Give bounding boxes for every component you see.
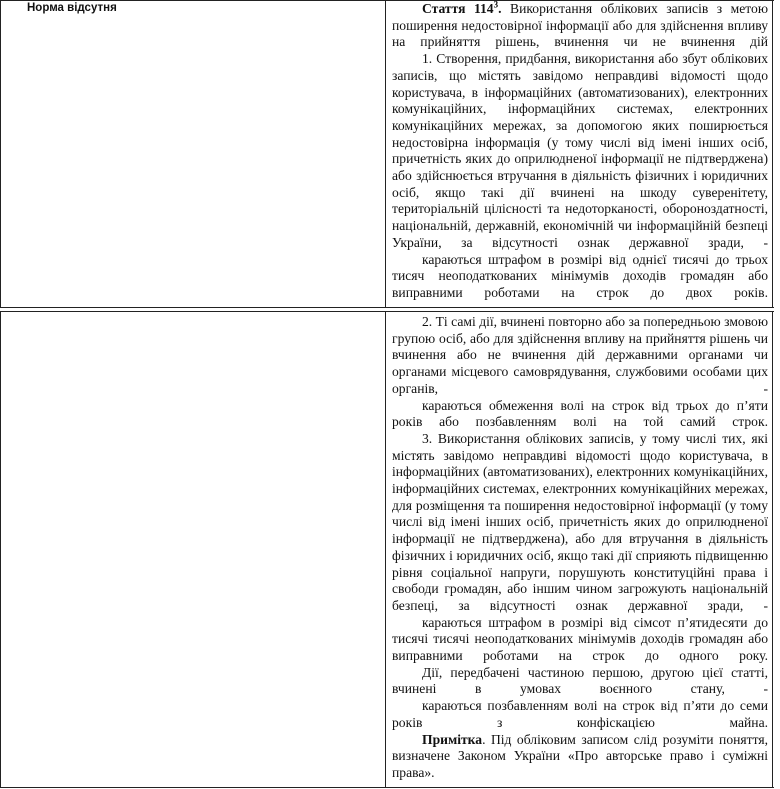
- article-penalty-4: караються позбавленням волі на строк від п’яти до семи років з конфіскацією майна.: [392, 698, 768, 730]
- article-text-row2: [392, 314, 768, 782]
- article-part-4: Дії, передбачені частиною першою, другою цієї статті, вчинені в умовах воєнного стану, -: [392, 664, 768, 697]
- article-penalty-2: караються обмеження волі на строк від трьох до п’яти років або позбавленням волі на той самий строк.: [392, 397, 768, 430]
- article-text-row1: [392, 1, 768, 302]
- article-number: Стаття $114^3$.: [422, 0, 502, 16]
- article-part-1: 1. Створення, придбання, використання або збут облікових записів, що містять завідомо неправдиві відомості щодо користувача, в інформаційних (автоматизованих), електронних комунікаційних, інформаційних системах, електронних комунікаційних мережах, за допомогою яких поширюється недостовірна інформація (у тому числі від імені інших осіб, причетність яких до оприлюдненої інформації не підтверджена) або здійснюється втручання в діяльність фізичних і юридичних осіб, якщо такі дії вчинені на шкоду суверенітету, територіальній цілісності та недоторканості, обороноздатності, національній, державній, економічній чи інформаційній безпеці України, за відсутності ознак державної зради, -: [392, 51, 768, 250]
- article-part-2: 2. Ті самі дії, вчинені повторно або за попередньою змовою групою осіб, або для здійснення впливу на прийняття рішень чи вчинення або не вчинення дій державними органами чи органами місцевого самоврядування, службовими особами цих органів, -: [392, 314, 768, 396]
- article-part-3: 3. Використання облікових записів, у тому числі тих, які містять завідомо неправдиві відомості щодо користувача, в інформаційних (автоматизованих), електронних комунікаційних, інформаційних системах, електронних комунікаційних мережах, для розміщення та поширення недостовірної інформації (у тому числі від імені інших осіб, причетність яких до оприлюдненої інформації не підтверджена), або для втручання в діяльність фізичних і юридичних осіб, якщо такі дії сприяють підвищенню рівня соціальної напруги, порушують конституційні права і свободи громадян, або іншим чином загрожують національній безпеці, за відсутності ознак державної зради, -: [392, 430, 768, 613]
- article-penalty-3: караються штрафом в розмірі від сімсот п’ятидесяти до тисячі тисячі неоподаткованих мінімумів доходів громадян або виправними роботами на строк до одного року.: [392, 614, 768, 664]
- article-heading: Стаття $114^3$. Використання облікових записів з метою поширення недостовірної інформації або для здійснення впливу на прийняття рішень, вчинення чи не вчинення дій: [392, 0, 768, 50]
- left-cell-label: Норма відсутня: [27, 2, 117, 14]
- left-cell: [0, 1, 386, 307]
- article-note: [392, 732, 768, 782]
- note-text: . Під обліковим записом слід розуміти поняття, визначене Законом України «Про авторське право і суміжні права».: [392, 731, 768, 780]
- left-cell: [0, 312, 386, 787]
- article-penalty-1: караються штрафом в розмірі від однієї тисячі до трьох тисяч неоподаткованих мінімумів доходів громадян або виправними роботами на строк до двох років.: [392, 251, 768, 300]
- note-label: Примітка: [422, 731, 483, 747]
